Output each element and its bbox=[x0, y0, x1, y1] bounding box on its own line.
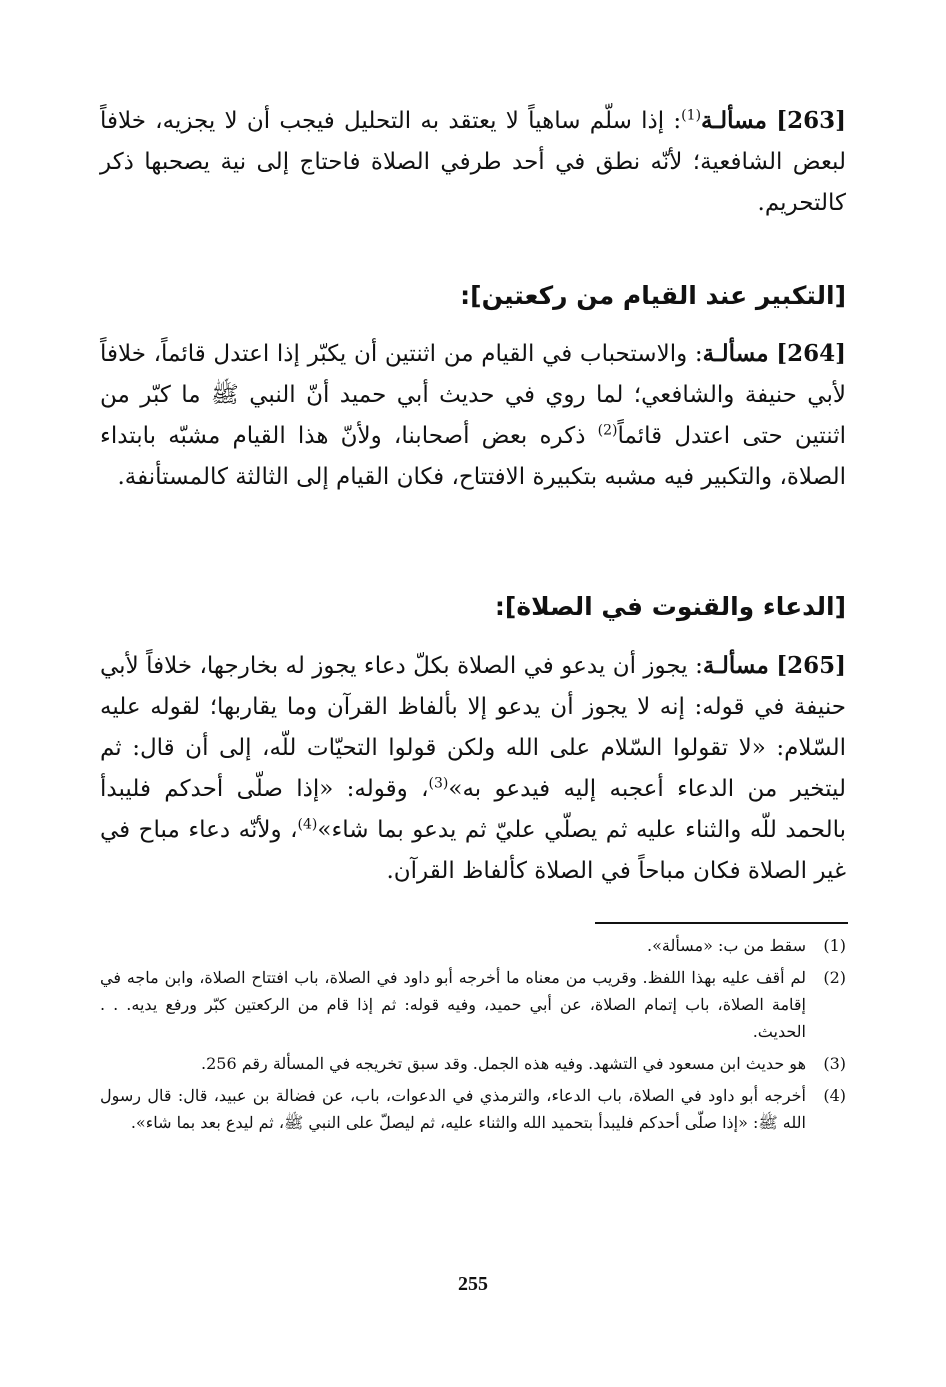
paragraph-264 bbox=[100, 333, 846, 498]
paragraph-text: : والاستحباب في القيام من اثنتين أن يكبّر إذا اعتدل قائماً، خلافاً لأبي حنيفة والشافعي؛ لما روي في حديث أبي حميد أنّ النبي ﷺ ما كبّر من اثنتين حتى اعتدل قائماً bbox=[100, 341, 846, 449]
paragraph-text: ، وقوله: «إذا صلّى أحدكم فليبدأ بالحمد للّه والثناء عليه ثم يصلّي عليّ ثم يدعو بما شاء» bbox=[100, 776, 846, 843]
footnote-marker: (2) bbox=[823, 968, 846, 987]
footnote-ref: (4) bbox=[297, 816, 318, 833]
paragraph-text: : إذا سلّم ساهياً لا يعتقد به التحليل فيجب أن لا يجزيه، خلافاً لبعض الشافعية؛ لأنّه نطق في أحد طرفي الصلاة فاحتاج إلى نية يصحبها ذكر كالتحريم. bbox=[100, 108, 846, 216]
footnote-marker: (4) bbox=[823, 1086, 846, 1105]
paragraph-265 bbox=[100, 645, 846, 892]
paragraph-text: : يجوز أن يدعو في الصلاة بكلّ دعاء يجوز له بخارجها، خلافاً لأبي حنيفة في قوله: إنه لا يجوز أن يدعو إلا بألفاظ القرآن وما يقاربها؛ لقوله عليه السّلام: «لا تقولوا السّلام على الله ولكن قولوا التحيّات للّه، إلى أن قال: ثم ليتخير من الدعاء أعجبه إليه فيدعو به» bbox=[100, 653, 846, 802]
page-number: 255 bbox=[458, 1273, 488, 1295]
issue-number: [265] bbox=[776, 652, 847, 679]
footnotes bbox=[100, 932, 846, 1141]
section-heading: [التكبير عند القيام من ركعتين]: bbox=[460, 281, 846, 310]
issue-number: [263] bbox=[776, 107, 847, 134]
footnote-item bbox=[100, 1050, 846, 1077]
footnote-text: هو حديث ابن مسعود في التشهد. وفيه هذه الجمل. وقد سبق تخريجه في المسألة رقم 256. bbox=[201, 1054, 806, 1073]
footnote-text: أخرجه أبو داود في الصلاة، باب الدعاء، والترمذي في الدعوات، باب، عن فضالة بن عبيد، قال: قال رسول الله ﷺ: «إذا صلّى أحدكم فليبدأ بتحميد الله والثناء عليه، ثم ليصلّ على النبي ﷺ، ثم ليدع بعد بما شاء». bbox=[100, 1086, 807, 1132]
paragraph-text: ، ولأنّه دعاء مباح في غير الصلاة فكان مباحاً في الصلاة كألفاظ القرآن. bbox=[100, 817, 846, 884]
footnote-marker: (3) bbox=[823, 1054, 846, 1073]
paragraph-263 bbox=[100, 100, 846, 224]
footnote-ref: (2) bbox=[597, 422, 618, 439]
footnote-marker: (1) bbox=[823, 936, 846, 955]
section-heading: [الدعاء والقنوت في الصلاة]: bbox=[494, 592, 846, 621]
footnote-text: سقط من ب: «مسألة». bbox=[647, 936, 806, 955]
footnote-separator bbox=[595, 922, 848, 924]
footnote-ref: (1) bbox=[681, 107, 702, 124]
paragraph-text: ذكره بعض أصحابنا، ولأنّ هذا القيام مشبّه بابتداء الصلاة، والتكبير فيه مشبه بتكبيرة الافتتاح، فكان القيام إلى الثالثة كالمستأنفة. bbox=[100, 423, 846, 490]
issue-label: مسألـة bbox=[701, 107, 767, 134]
footnote-item bbox=[100, 1082, 846, 1136]
footnote-item bbox=[100, 932, 846, 959]
footnote-ref: (3) bbox=[428, 775, 449, 792]
issue-label: مسألـة bbox=[702, 340, 769, 367]
issue-number: [264] bbox=[776, 340, 847, 367]
issue-label: مسألـة bbox=[702, 652, 769, 679]
footnote-item bbox=[100, 964, 846, 1045]
footnote-text: لم أقف عليه بهذا اللفظ. وقريب من معناه ما أخرجه أبو داود في الصلاة، باب افتتاح الصلاة، وابن ماجه في إقامة الصلاة، باب إتمام الصلاة، عن أبي حميد، وفيه قوله: ثم إذا قام من الركعتين كبّر ورفع يديه. . . الحديث. bbox=[100, 968, 806, 1041]
